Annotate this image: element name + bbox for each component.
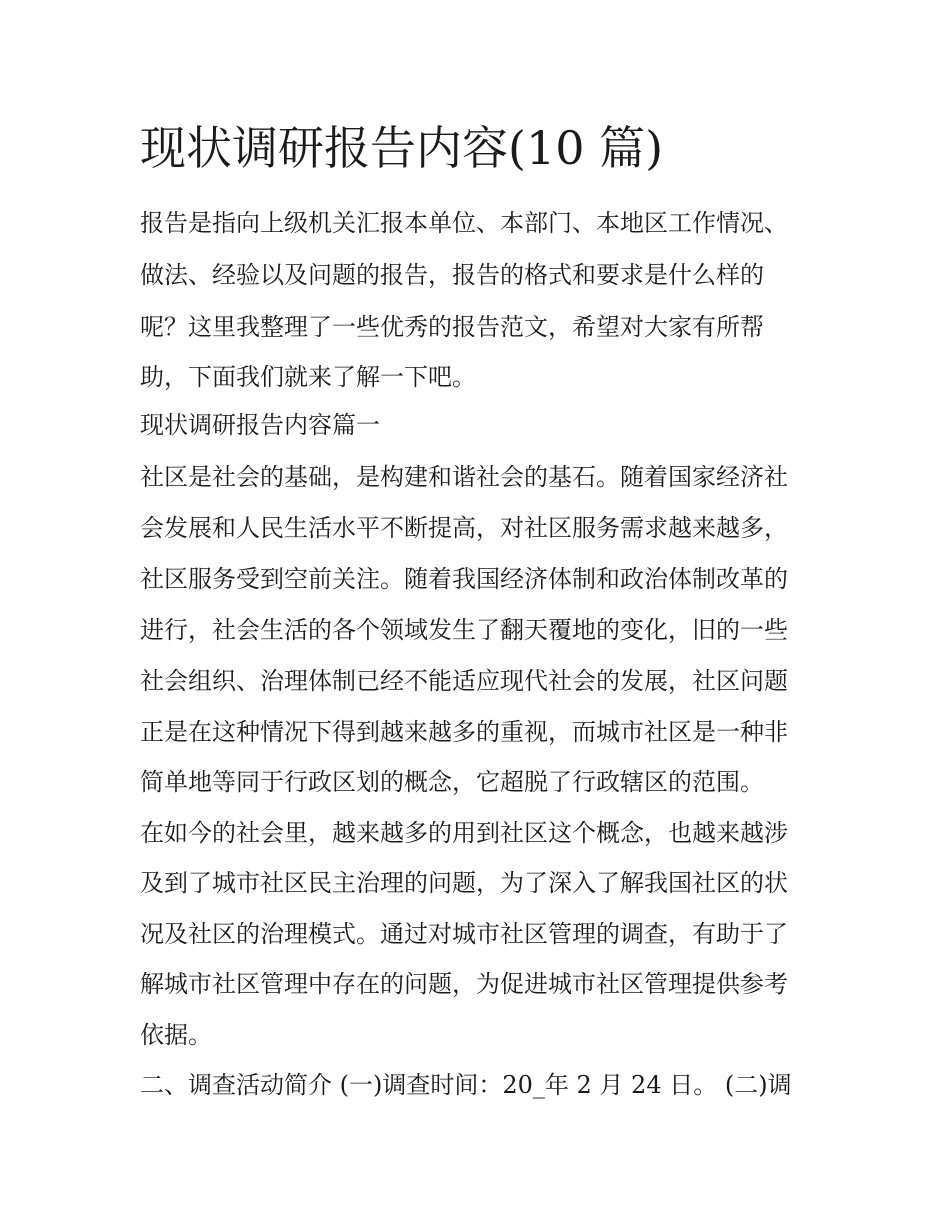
- text-line: 社区服务受到空前关注。随着我国经济体制和政治体制改革的: [140, 565, 788, 593]
- text-line: 正是在这种情况下得到越来越多的重视，而城市社区是一种非: [140, 718, 788, 746]
- section-heading: 现状调研报告内容篇一: [140, 411, 380, 439]
- text-line: 社区是社会的基础，是构建和谐社会的基石。随着国家经济社: [140, 463, 788, 491]
- document-title: 现状调研报告内容(10 篇): [140, 121, 664, 175]
- text-line: 况及社区的治理模式。通过对城市社区管理的调查，有助于了: [140, 920, 788, 948]
- text-line: 呢？这里我整理了一些优秀的报告范文，希望对大家有所帮: [140, 313, 764, 341]
- text-line: 会发展和人民生活水平不断提高，对社区服务需求越来越多，: [140, 514, 788, 542]
- text-line: 解城市社区管理中存在的问题，为促进城市社区管理提供参考: [140, 970, 788, 998]
- text-line: 依据。: [140, 1021, 212, 1049]
- text-line: 二、调查活动简介 (一)调查时间：20_年 2 月 24 日。 (二)调: [140, 1071, 792, 1099]
- text-line: 社会组织、治理体制已经不能适应现代社会的发展，社区问题: [140, 667, 788, 695]
- text-line: 助，下面我们就来了解一下吧。: [140, 363, 476, 391]
- text-line: 做法、经验以及问题的报告，报告的格式和要求是什么样的: [140, 261, 764, 289]
- text-line: 进行，社会生活的各个领域发生了翻天覆地的变化，旧的一些: [140, 616, 788, 644]
- text-line: 报告是指向上级机关汇报本单位、本部门、本地区工作情况、: [140, 209, 788, 237]
- text-line: 在如今的社会里，越来越多的用到社区这个概念，也越来越涉: [140, 819, 788, 847]
- text-line: 及到了城市社区民主治理的问题，为了深入了解我国社区的状: [140, 869, 788, 897]
- text-line: 简单地等同于行政区划的概念，它超脱了行政辖区的范围。: [140, 768, 764, 796]
